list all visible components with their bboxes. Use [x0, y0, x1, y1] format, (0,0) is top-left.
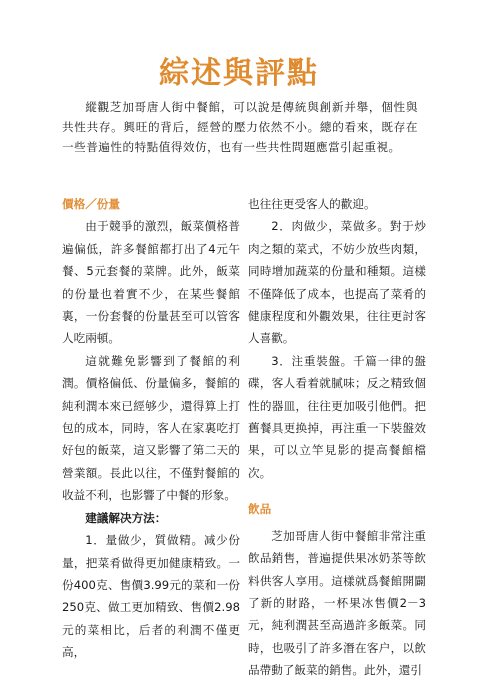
spacer — [248, 484, 426, 498]
section-heading-drinks: 飲品 — [248, 502, 272, 517]
paragraph: 芝加哥唐人街中餐館非常注重飲品銷售，普遍提供果冰奶茶等飲料供客人享用。這樣就爲餐館開闢了新的財路，一杯果冰售價2－3元，純利潤甚至高過許多飯菜。同時，也吸引了許多潛在客户，以飲品帶動了飯菜的銷售。此外，還引 — [248, 528, 426, 678]
paragraph: 這就難免影響到了餐館的利潤。價格偏低、份量偏多，餐館的純利潤本來已經够少，還得算上打包的成本，同時，客人在家裏吃打好包的飯菜，這又影響了第二天的營業額。長此以往，不僅對餐館的收益不利，也影響了中餐的形象。 — [62, 353, 240, 503]
paragraph: 2．肉做少，菜做多。對于炒肉之類的菜式，不妨少放些肉類，同時增加蔬菜的份量和種類。這樣不僅降低了成本，也提高了菜肴的健康程度和外觀效果，往往更討客人喜歡。 — [248, 219, 426, 346]
advice-heading: 建議解决方法： — [85, 510, 167, 525]
paragraph: 3．注重裝盤。千篇一律的盤碟，客人看着就膩味；反之精致個性的器皿，往往更加吸引他們。把舊餐具更换掉，再注重一下裝盤效果，可以立竿見影的提高餐館檔次。 — [248, 353, 426, 480]
left-column — [62, 193, 240, 664]
paragraph: 1．量做少，質做精。减少份量，把菜肴做得更加健康精致。一份400克、售價3.99元的菜和一份250克、做工更加精致、售價2.98元的菜相比，后者的利潤不僅更高， — [62, 533, 240, 660]
section-heading-price: 價格／份量 — [62, 197, 120, 211]
right-column — [248, 193, 426, 682]
intro-paragraph: 縱觀芝加哥唐人街中餐館，可以說是傳統與創新并舉，個性與共性共存。興旺的背后，經營的壓力依然不小。總的看來，既存在一些普遍性的特點值得效仿，也有一些共性問題應當引起重視。 — [62, 100, 418, 154]
paragraph: 由于競爭的激烈，飯菜價格普遍偏低，許多餐館都打出了4元午餐、5元套餐的菜牌。此外，飯菜的份量也着實不少，在某些餐館裏，一份套餐的份量甚至可以管客人吃兩頓。 — [62, 219, 240, 346]
page-title: 綜述與評點 — [159, 56, 319, 91]
paragraph: 也往往更受客人的歡迎。 — [248, 197, 376, 211]
intro-section — [62, 97, 418, 157]
